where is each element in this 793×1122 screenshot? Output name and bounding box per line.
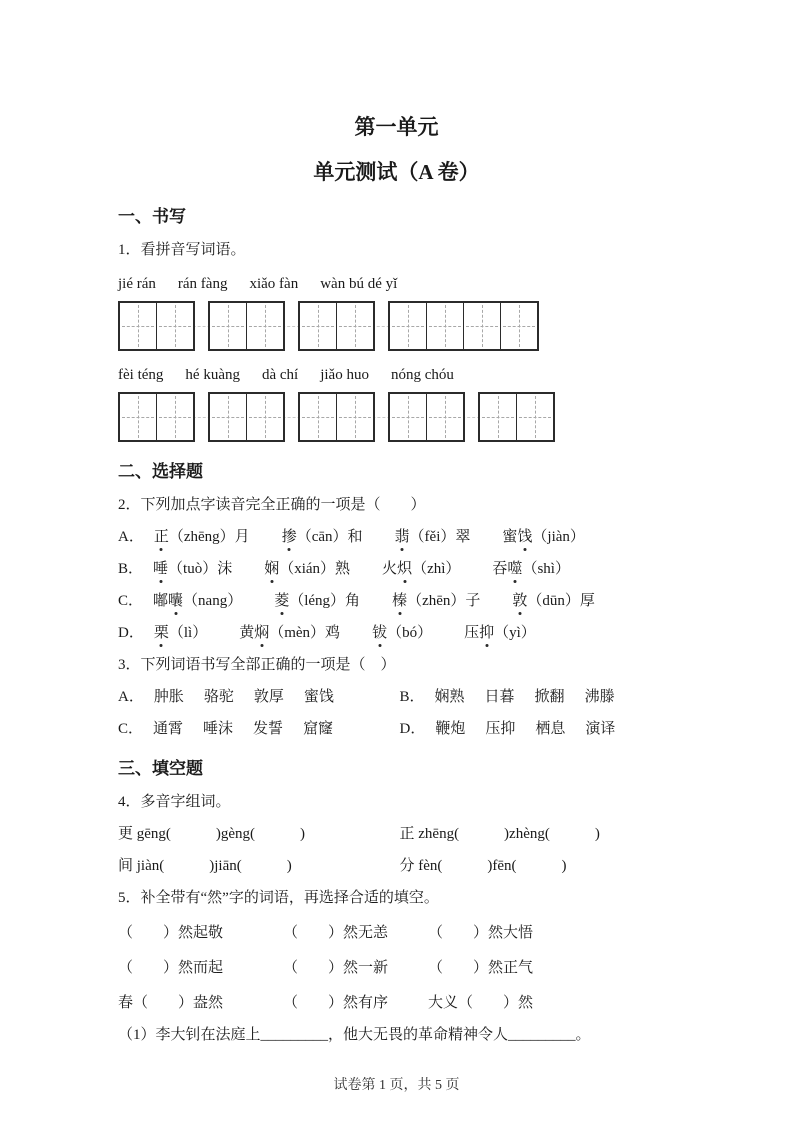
writing-grid-cell [210,303,246,349]
writing-grid-cell [120,303,156,349]
option-word-group: 菱（léng）角 [274,593,361,609]
writing-grid-cell [300,394,336,440]
pinyin-word: jiǎo huo [320,367,369,383]
writing-grid-cell [120,394,156,440]
dotted-character: 榛 [392,593,408,609]
pinyin-word: hé kuàng [185,367,240,383]
ran-word-blank: （ ）然一新 [283,960,389,976]
writing-grid-cell [390,303,426,349]
option-letter: A． [118,529,144,545]
writing-grid-group [298,392,375,442]
section-writing-heading: 一、书写 [118,207,186,226]
option-word-group: 吞噬（shì） [492,561,570,577]
ran-word-blank: （ ）然有序 [283,995,389,1011]
option-word-group: 栗（lì） [153,625,208,641]
ran-word-blank: （ ）然正气 [428,960,534,976]
option-word-group: 正（zhēng）月 [153,529,250,545]
dotted-character: 焖 [254,625,270,641]
writing-grid-group [388,301,539,351]
ran-word-blank: （ ）然起敬 [118,925,224,941]
writing-grid-cell [336,303,373,349]
writing-grid-cell [246,303,283,349]
pinyin-word: jié rán [118,276,156,292]
q3-stem: 3．下列词语书写全部正确的一项是（ ） [118,657,396,673]
q5-row-2 [118,958,681,978]
dotted-character: 囔 [168,593,184,609]
polyphone-item: 正 zhēng( )zhèng( ) [399,826,600,842]
option-word: 蜜饯 [303,689,334,705]
option-word: 鞭炮 [435,721,466,737]
option-word: 发誓 [253,721,284,737]
option-letter: C． [118,593,144,609]
writing-grid-cell [426,394,463,440]
option-word: 唾沫 [203,721,234,737]
writing-grid-cell [500,303,537,349]
q5-sub1: （1）李大钊在法庭上_________，他大无畏的革命精神令人_________。 [118,1027,591,1043]
q3-option-b [400,687,682,707]
pinyin-word: dà chí [261,367,299,383]
dotted-character: 翡 [394,529,410,545]
writing-grid-row-2 [118,392,555,442]
pinyin-writing-area [118,274,681,442]
page-footer: 试卷第 1 页，共 5 页 [333,1078,460,1093]
pinyin-word: xiǎo fàn [249,276,299,292]
writing-grid-cell [463,303,500,349]
option-letter: D． [399,721,426,737]
writing-grid-group [298,301,375,351]
writing-grid-cell [156,303,193,349]
option-word: 敦厚 [253,689,284,705]
option-word-group: 掺（cān）和 [281,529,363,545]
dotted-character: 敦 [512,593,528,609]
writing-grid-cell [336,394,373,440]
dotted-character: 正 [153,529,169,545]
writing-grid-cell [210,394,246,440]
polyphone-item: 间 jiàn( )jiān( ) [118,858,292,874]
option-letter: B． [399,689,425,705]
dotted-character: 噬 [507,561,523,577]
pinyin-word: nóng chóu [390,367,454,383]
pinyin-word: rán fàng [177,276,228,292]
q2-option-c [118,591,681,611]
option-word-group: 榛（zhēn）子 [392,593,481,609]
option-letter: D． [118,625,144,641]
option-word-group: 火炽（zhì） [382,561,461,577]
polyphone-item: 分 fèn( )fēn( ) [399,858,567,874]
option-word: 沸滕 [584,689,615,705]
dotted-character: 抑 [479,625,495,641]
paper-header [0,0,793,187]
q4-row-2 [118,856,681,876]
dotted-character: 唾 [153,561,169,577]
writing-grid-group [208,392,285,442]
dotted-character: 娴 [264,561,280,577]
pinyin-row-2 [118,365,681,385]
option-word-group: 娴（xián）熟 [264,561,351,577]
q2-stem: 2．下列加点字读音完全正确的一项是（ ） [118,497,426,513]
writing-grid-cell [156,394,193,440]
writing-grid-group [118,301,195,351]
writing-grid-cell [246,394,283,440]
option-word: 栖息 [535,721,566,737]
q5-row-1 [118,923,681,943]
option-word: 通霄 [153,721,184,737]
option-word-group: 压抑（yì） [464,625,536,641]
q2-option-a [118,527,681,547]
q1-label: 1．看拼音写词语。 [118,242,246,258]
q2-options [118,527,681,643]
dotted-character: 饯 [517,529,533,545]
option-word: 掀翻 [534,689,565,705]
paper-body [118,206,681,1045]
dotted-character: 钹 [372,625,388,641]
option-word: 压抑 [485,721,516,737]
option-word: 肿胀 [153,689,184,705]
writing-grid-cell [390,394,426,440]
section-fill-heading: 三、填空题 [118,759,203,778]
ran-word-blank: （ ）然而起 [118,960,224,976]
ran-word-blank: 春（ ）盎然 [118,995,224,1011]
option-word: 窟窿 [303,721,334,737]
q3-options [118,675,681,739]
option-word: 演译 [585,721,616,737]
writing-grid-group [118,392,195,442]
q4-label: 4．多音字组词。 [118,794,231,810]
writing-grid-cell [480,394,516,440]
dotted-character: 炽 [397,561,413,577]
writing-grid-group [478,392,555,442]
option-word-group: 翡（fěi）翠 [394,529,471,545]
option-word-group: 嘟囔（nang） [153,593,243,609]
dotted-character: 栗 [153,625,169,641]
pinyin-word: fèi téng [118,367,164,383]
dotted-character: 菱 [274,593,290,609]
q3-option-c [118,719,400,739]
pinyin-word: wàn bú dé yǐ [320,276,398,292]
ran-word-blank: 大义（ ）然 [428,995,534,1011]
q4-row-1 [118,824,681,844]
pinyin-row-1 [118,274,681,294]
option-word-group: 黄焖（mèn）鸡 [239,625,341,641]
q5-label: 5．补全带有“然”字的词语，再选择合适的填空。 [118,890,439,906]
writing-grid-group [388,392,465,442]
option-letter: A． [118,689,144,705]
option-word-group: 蜜饯（jiàn） [502,529,585,545]
dotted-character: 掺 [281,529,297,545]
q5-ran-word-rows [118,923,681,1013]
paper-title: 单元测试（A 卷） [313,160,480,184]
ran-word-blank: （ ）然无恙 [283,925,389,941]
q2-option-d [118,623,681,643]
unit-title: 第一单元 [354,115,439,139]
q3-option-d [400,719,682,739]
option-letter: B． [118,561,144,577]
writing-grid-cell [426,303,463,349]
writing-grid-group [208,301,285,351]
option-word: 娴熟 [434,689,465,705]
q3-option-a [118,687,400,707]
option-word: 骆驼 [203,689,234,705]
q2-option-b [118,559,681,579]
option-word-group: 钹（bó） [372,625,433,641]
writing-grid-row-1 [118,301,539,351]
writing-grid-cell [300,303,336,349]
section-choice-heading: 二、选择题 [118,462,203,481]
q4-polyphone-rows [118,824,681,876]
option-word: 日暮 [484,689,515,705]
writing-grid-cell [516,394,553,440]
option-word-group: 敦（dūn）厚 [512,593,595,609]
option-word-group: 唾（tuò）沫 [153,561,233,577]
polyphone-item: 更 gēng( )gèng( ) [118,826,306,842]
ran-word-blank: （ ）然大悟 [428,925,534,941]
option-letter: C． [118,721,144,737]
q5-row-3 [118,993,681,1013]
